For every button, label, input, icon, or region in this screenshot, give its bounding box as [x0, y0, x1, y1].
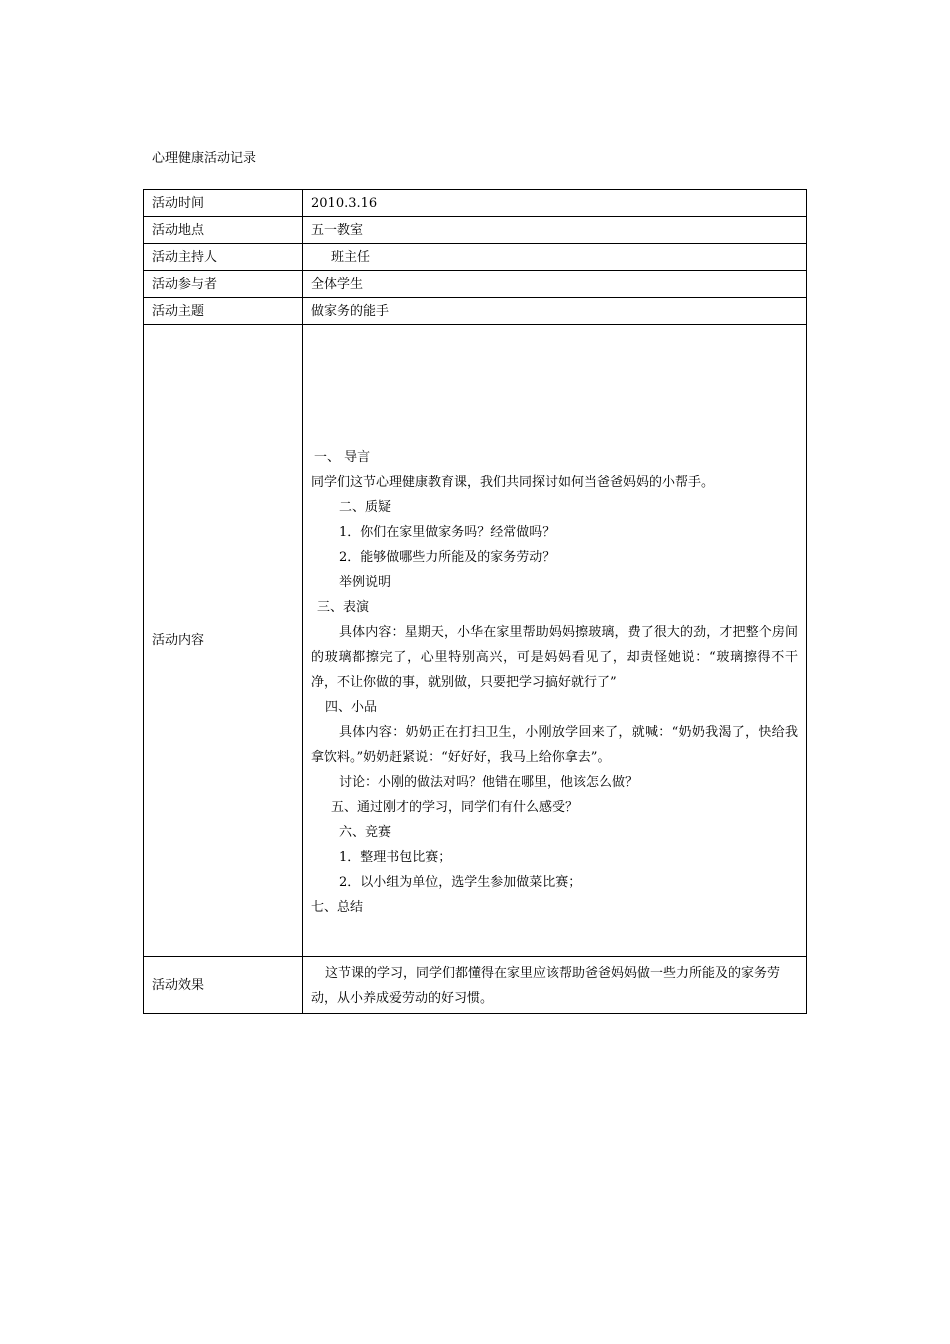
- activity-participants-value: 全体学生: [303, 271, 807, 298]
- row-label: 活动效果: [144, 957, 303, 1014]
- content-line: 讨论：小刚的做法对吗？他错在哪里，他该怎么做？: [339, 775, 639, 790]
- content-paragraph: 具体内容：奶奶正在打扫卫生，小刚放学回来了，就喊：“奶奶我渴了，快给我拿饮料。”奶奶赶紧说：“好好好，我马上给你拿去”。: [311, 725, 798, 765]
- activity-content-cell: [303, 325, 807, 957]
- activity-time-value: 2010.3.16: [303, 190, 807, 217]
- row-label: 活动地点: [144, 217, 303, 244]
- row-label: 活动内容: [144, 325, 303, 957]
- table-row: [144, 217, 807, 244]
- section-heading: 二、质疑: [339, 500, 392, 515]
- content-line: 同学们这节心理健康教育课，我们共同探讨如何当爸爸妈妈的小帮手。: [311, 475, 715, 490]
- content-line: 2．以小组为单位，选学生参加做菜比赛；: [339, 875, 582, 890]
- content-line: 1．你们在家里做家务吗？经常做吗？: [339, 525, 556, 540]
- section-heading: 一、 导言: [314, 450, 371, 465]
- content-line: 2．能够做哪些力所能及的家务劳动？: [339, 550, 556, 565]
- activity-place-value: 五一教室: [303, 217, 807, 244]
- section-heading: 六、竞赛: [339, 825, 392, 840]
- table-row: [144, 298, 807, 325]
- row-label: 活动主持人: [144, 244, 303, 271]
- table-row: [144, 957, 807, 1014]
- row-label: 活动时间: [144, 190, 303, 217]
- content-line: 举例说明: [339, 575, 392, 590]
- content-paragraph: 具体内容：星期天，小华在家里帮助妈妈擦玻璃，费了很大的劲，才把整个房间的玻璃都擦完了，心里特别高兴，可是妈妈看见了，却责怪她说：“玻璃擦得不干净，不让你做的事，就别做，只要把学习搞好就行了”: [311, 625, 798, 690]
- activity-theme-value: 做家务的能手: [303, 298, 807, 325]
- row-label: 活动参与者: [144, 271, 303, 298]
- section-heading: 七、总结: [311, 900, 364, 915]
- table-row: [144, 271, 807, 298]
- section-heading: 四、小品: [325, 700, 378, 715]
- table-row: [144, 244, 807, 271]
- activity-effect-value: 这节课的学习，同学们都懂得在家里应该帮助爸爸妈妈做一些力所能及的家务劳动，从小养成爱劳动的好习惯。: [311, 966, 781, 1006]
- section-heading: 五、通过刚才的学习，同学们有什么感受？: [331, 800, 579, 815]
- activity-record-table: [143, 189, 807, 1014]
- document-title: 心理健康活动记录: [152, 151, 257, 166]
- row-label: 活动主题: [144, 298, 303, 325]
- section-heading: 三、表演: [317, 600, 370, 615]
- content-line: 1．整理书包比赛；: [339, 850, 452, 865]
- activity-effect-cell: [303, 957, 807, 1014]
- activity-host-value: 班主任: [303, 244, 807, 271]
- table-row: [144, 190, 807, 217]
- table-row: [144, 325, 807, 957]
